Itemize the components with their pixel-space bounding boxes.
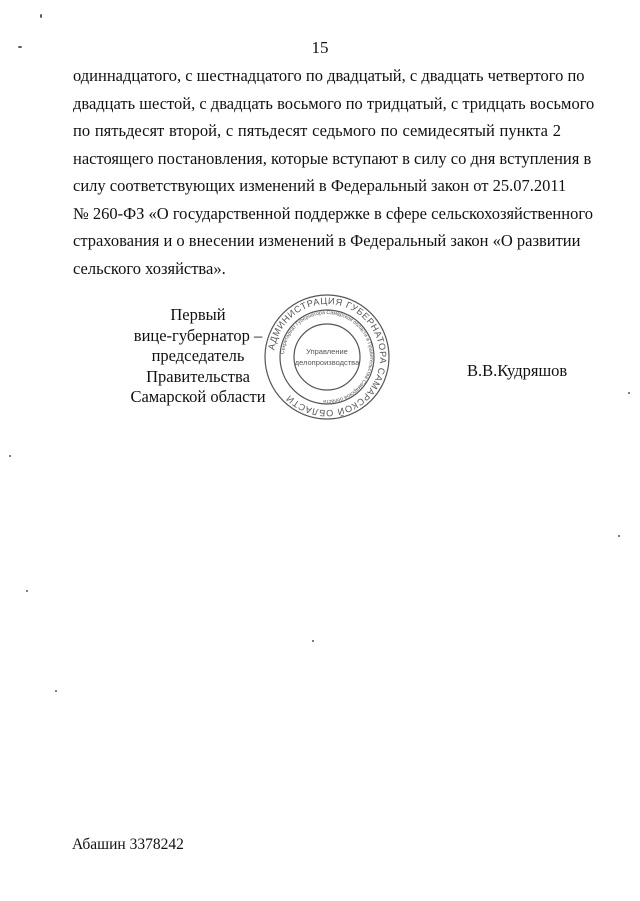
body-line: одиннадцатого, с шестнадцатого по двадцатый, с двадцать четвертого по (73, 66, 585, 85)
seal-center-line: делопроизводства (294, 358, 360, 367)
body-line: двадцать шестой, с двадцать восьмого по тридцатый, с тридцать восьмого (73, 93, 595, 113)
executor-note: Абашин 3378242 (72, 836, 184, 853)
official-seal (262, 292, 392, 422)
seal-center-line: Управление (306, 347, 348, 356)
body-line: силу соответствующих изменений в Федеральный закон от 25.07.2011 (73, 176, 567, 195)
scan-speck (40, 14, 42, 18)
scan-speck (55, 690, 57, 692)
signatory-name: В.В.Кудряшов (467, 361, 568, 380)
scan-speck (26, 590, 28, 592)
body-line: страхования и о внесении изменений в Федеральный закон «О развитии (73, 231, 581, 250)
signatory-title-line: вице-губернатор – (133, 325, 263, 345)
signatory-title-line: Самарской области (130, 387, 266, 406)
signatory-title-line: председатель Правительства (146, 346, 250, 386)
page-number: 15 (311, 38, 329, 57)
scan-speck (9, 455, 11, 457)
body-line: по пятьдесят второй, с пятьдесят седьмого по семидесятый пункта 2 (73, 121, 561, 140)
seal-outer-text: АДМИНИСТРАЦИЯ ГУБЕРНАТОРА САМАРСКОЙ ОБЛАСТИ (266, 295, 389, 419)
body-line: настоящего постановления, которые вступают в силу со дня вступления в (73, 148, 592, 168)
scan-speck (618, 535, 620, 537)
scan-speck (628, 392, 630, 394)
body-line: № 260-ФЗ «О государственной поддержке в сфере сельскохозяйственного (73, 203, 593, 223)
body-text (73, 62, 595, 282)
body-line: сельского хозяйства». (73, 258, 226, 278)
scan-speck (18, 46, 22, 48)
signatory-title-line: Первый (170, 305, 226, 324)
seal-inner-text: Секретариат Губернатора Самарской области и Правительства Самарской области (280, 309, 375, 405)
scan-speck (312, 640, 314, 642)
